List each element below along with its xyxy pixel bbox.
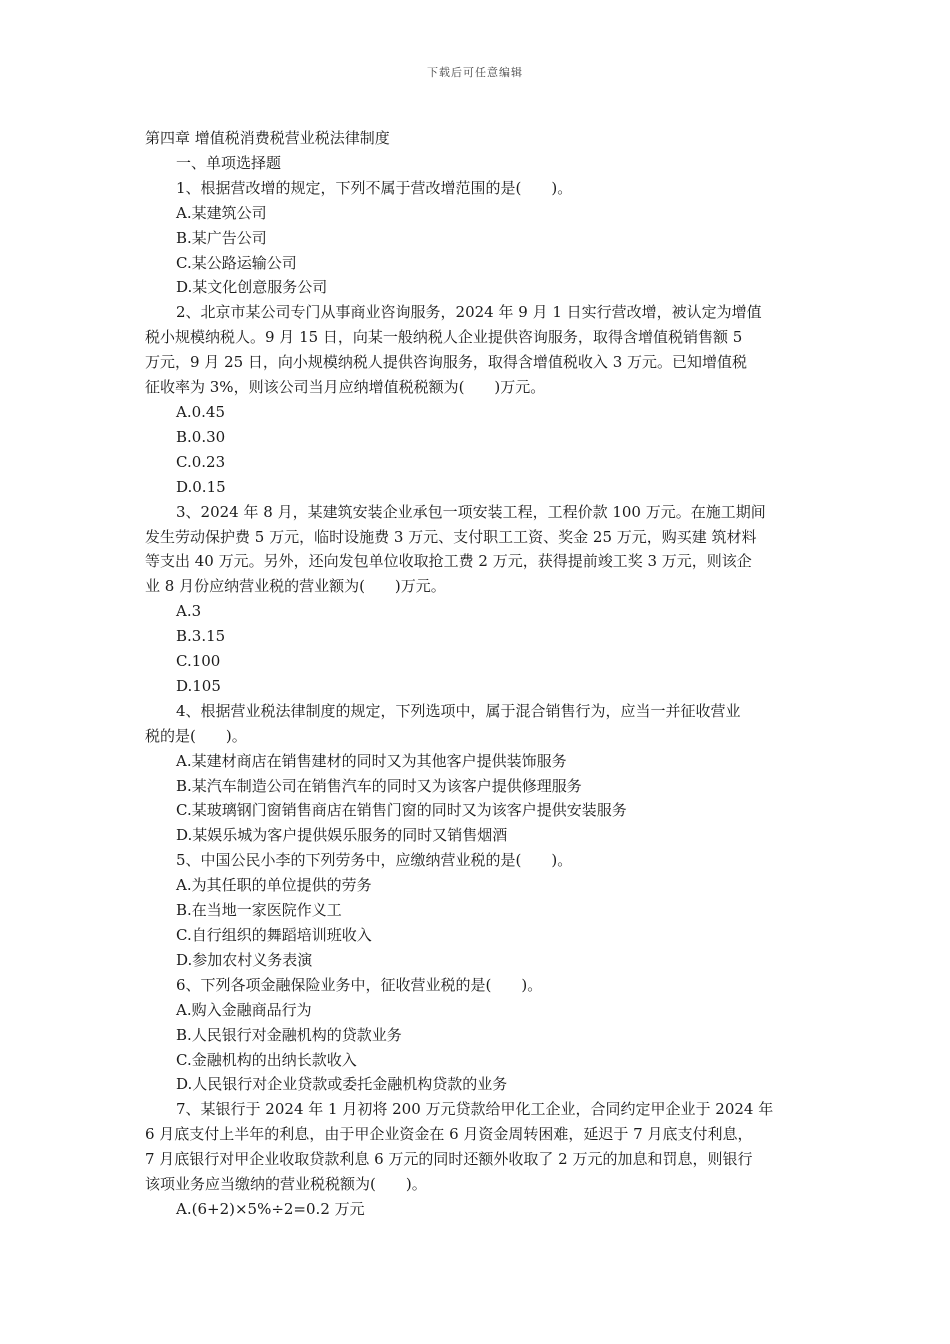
question-stem	[145, 699, 810, 749]
question-text-line: 发生劳动保护费 5 万元，临时设施费 3 万元、支付职工工资、奖金 25 万元，购买建 筑材料	[145, 527, 757, 546]
answer-option: C.0.23	[176, 452, 226, 471]
answer-option: A.某建材商店在销售建材的同时又为其他客户提供装饰服务	[176, 751, 567, 770]
answer-option: B.某广告公司	[176, 228, 267, 247]
question-text-line: 3、2024 年 8 月，某建筑安装企业承包一项安装工程，工程价款 100 万元。在施工期间	[176, 502, 766, 521]
answer-option: A.0.45	[176, 402, 225, 421]
answer-option: D.某文化创意服务公司	[176, 278, 328, 297]
question-text-line: 7 月底银行对甲企业收取贷款利息 6 万元的同时还额外收取了 2 万元的加息和罚息，则银行	[145, 1150, 753, 1169]
question-7	[145, 1097, 810, 1222]
answer-option: C.某公路运输公司	[176, 253, 297, 272]
answer-option: B.3.15	[176, 627, 226, 646]
answer-option: A.为其任职的单位提供的劳务	[176, 876, 372, 895]
answer-option: B.人民银行对金融机构的贷款业务	[176, 1025, 402, 1044]
question-stem	[145, 973, 810, 998]
question-text-line: 业 8 月份应纳营业税的营业额为( )万元。	[145, 577, 446, 596]
answer-option: D.105	[176, 676, 221, 695]
question-text-line: 5、中国公民小李的下列劳务中，应缴纳营业税的是( )。	[176, 851, 573, 870]
question-text-line: 该项业务应当缴纳的营业税税额为( )。	[145, 1175, 427, 1194]
section-title: 一、单项选择题	[176, 153, 282, 172]
answer-option: C.自行组织的舞蹈培训班收入	[176, 926, 372, 944]
question-text-line: 1、根据营改增的规定，下列不属于营改增范围的是( )。	[176, 178, 573, 197]
question-4	[145, 699, 810, 848]
question-list	[145, 176, 810, 1222]
question-text-line: 等支出 40 万元。另外，还向发包单位收取抢工费 2 万元，获得提前竣工奖 3 万元，则该企	[145, 552, 752, 571]
question-stem	[145, 176, 810, 201]
question-text-line: 税的是( )。	[145, 726, 247, 745]
document-body	[145, 126, 810, 1222]
question-text-line: 征收率为 3%，则该公司当月应纳增值税税额为( )万元。	[145, 378, 546, 397]
question-text-line: 4、根据营业税法律制度的规定，下列选项中，属于混合销售行为，应当一并征收营业	[176, 701, 741, 720]
answer-option: C.100	[176, 652, 221, 671]
question-stem	[145, 300, 810, 400]
question-text-line: 万元，9 月 25 日，向小规模纳税人提供咨询服务，取得含增值税收入 3 万元。已知增值税	[145, 353, 748, 372]
page-header-note: 下载后可任意编辑	[427, 66, 523, 79]
question-text-line: 2、北京市某公司专门从事商业咨询服务，2024 年 9 月 1 日实行营改增，被认定为增值	[176, 303, 762, 322]
question-stem	[145, 500, 810, 600]
answer-option: D.人民银行对企业贷款或委托金融机构贷款的业务	[176, 1075, 508, 1094]
question-stem	[145, 848, 810, 873]
answer-option: B.0.30	[176, 427, 226, 446]
answer-option: A.3	[176, 602, 202, 621]
answer-option: C.金融机构的出纳长款收入	[176, 1050, 357, 1069]
question-text-line: 6、下列各项金融保险业务中，征收营业税的是( )。	[176, 975, 543, 994]
answer-option: B.在当地一家医院作义工	[176, 901, 342, 920]
question-3	[145, 500, 810, 699]
question-6	[145, 973, 810, 1098]
question-text-line: 税小规模纳税人。9 月 15 日，向某一般纳税人企业提供咨询服务，取得含增值税销售额 5	[145, 328, 743, 347]
answer-option: A.购入金融商品行为	[176, 1000, 312, 1019]
answer-option: D.0.15	[176, 477, 226, 496]
answer-option: A.(6+2)×5%÷2=0.2 万元	[176, 1199, 365, 1218]
question-1	[145, 176, 810, 301]
question-5	[145, 848, 810, 973]
question-stem	[145, 1097, 810, 1197]
question-text-line: 7、某银行于 2024 年 1 月初将 200 万元贷款给甲化工企业，合同约定甲企业于 2024 年	[176, 1100, 774, 1119]
answer-option: D.参加农村义务表演	[176, 950, 313, 969]
question-2	[145, 300, 810, 499]
answer-option: A.某建筑公司	[176, 203, 267, 222]
chapter-title: 第四章 增值税消费税营业税法律制度	[145, 129, 390, 147]
answer-option: C.某玻璃钢门窗销售商店在销售门窗的同时又为该客户提供安装服务	[176, 801, 627, 820]
question-text-line: 6 月底支付上半年的利息，由于甲企业资金在 6 月资金周转困难，延迟于 7 月底支付利息，	[145, 1125, 753, 1144]
answer-option: D.某娱乐城为客户提供娱乐服务的同时又销售烟酒	[176, 826, 508, 845]
answer-option: B.某汽车制造公司在销售汽车的同时又为该客户提供修理服务	[176, 776, 582, 795]
